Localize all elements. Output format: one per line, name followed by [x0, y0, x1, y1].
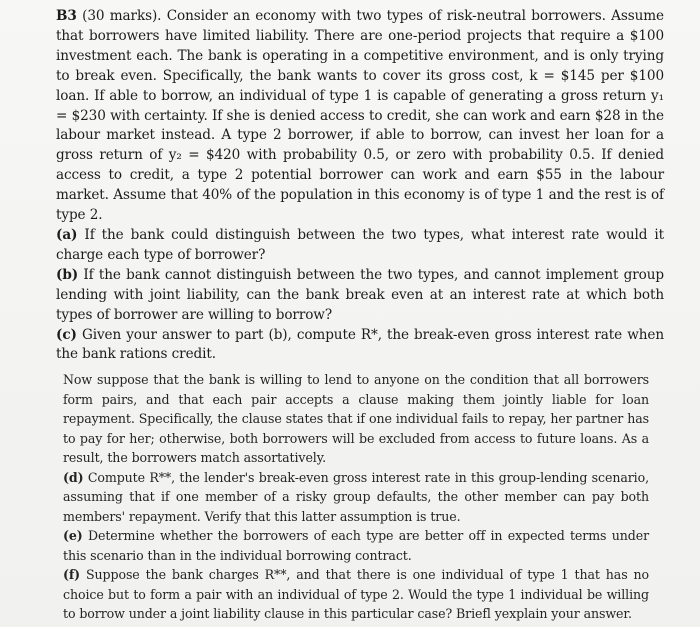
part-c	[56, 326, 664, 366]
part-f	[63, 565, 649, 624]
part-b	[56, 266, 664, 326]
part-b-label: (b)	[56, 266, 79, 283]
problem-intro	[56, 7, 664, 226]
part-a-label: (a)	[56, 226, 78, 243]
part-c-text: Given your answer to part (b), compute R*, the break-even gross interest rate when the bank rations credit.	[56, 326, 664, 363]
scenario-paragraph: Now suppose that the bank is willing to lend to anyone on the condition that all borrowers form pairs, and that each pair accepts a clause making them jointly liable for loan repayment. Specifically, the clause states that if one individual fails to repay, her partner has to pay for her; otherwise, both borrowers will be excluded from access to future loans. As a result, the borrowers match assortatively.	[63, 372, 649, 465]
question-block-group-lending	[63, 370, 649, 624]
part-c-label: (c)	[56, 326, 77, 343]
part-e-label: (e)	[63, 528, 83, 543]
part-d-label: (d)	[63, 469, 84, 485]
part-f-text: Suppose the bank charges R**, and that there is one individual of type 1 that has no choice but to form a pair with an individual of type 2. Would the type 1 individual be willing to borrow under a joint liability clause in this particular case? Briefl yexplain your answer.	[63, 567, 649, 621]
part-a	[56, 226, 664, 266]
part-b-text: If the bank cannot distinguish between the two types, and cannot implement group lending with joint liability, can the bank break even at an interest rate at which both types of borrower are willing to borrow?	[56, 266, 664, 323]
question-block-main	[56, 7, 664, 365]
part-d-text: Compute R**, the lender's break-even gross interest rate in this group-lending scenario, assuming that if one member of a risky group defaults, the other member can pay both members' repayment. Verify that this latter assumption is true.	[63, 469, 649, 524]
part-e-text: Determine whether the borrowers of each type are better off in expected terms under this scenario than in the individual borrowing contract.	[63, 528, 649, 563]
problem-label: B3	[56, 8, 77, 24]
problem-intro-text: (30 marks). Consider an economy with two types of risk-neutral borrowers. Assume that borrowers have limited liability. There are one-period projects that require a $100 investment each. The bank is operating in a competitive environment, and is only trying to break even. Specifically, the bank wants to cover its gross cost, k = $145 per $100 loan. If able to borrow, an individual of type 1 is capable of generating a gross return y₁ = $230 with certainty. If she is denied access to credit, she can work and earn $28 in the labour market instead. A type 2 borrower, if able to borrow, can invest her loan for a gross return of y₂ = $420 with probability 0.5, or zero with probability 0.5. If denied access to credit, a type 2 potential borrower can work and earn $55 in the labour market. Assume that 40% of the population in this economy is of type 1 and the rest is of type 2.	[56, 8, 664, 224]
part-e	[63, 526, 649, 565]
part-d	[63, 468, 649, 527]
part-f-label: (f)	[63, 567, 81, 582]
part-a-text: If the bank could distinguish between the two types, what interest rate would it charge each type of borrower?	[56, 226, 664, 263]
